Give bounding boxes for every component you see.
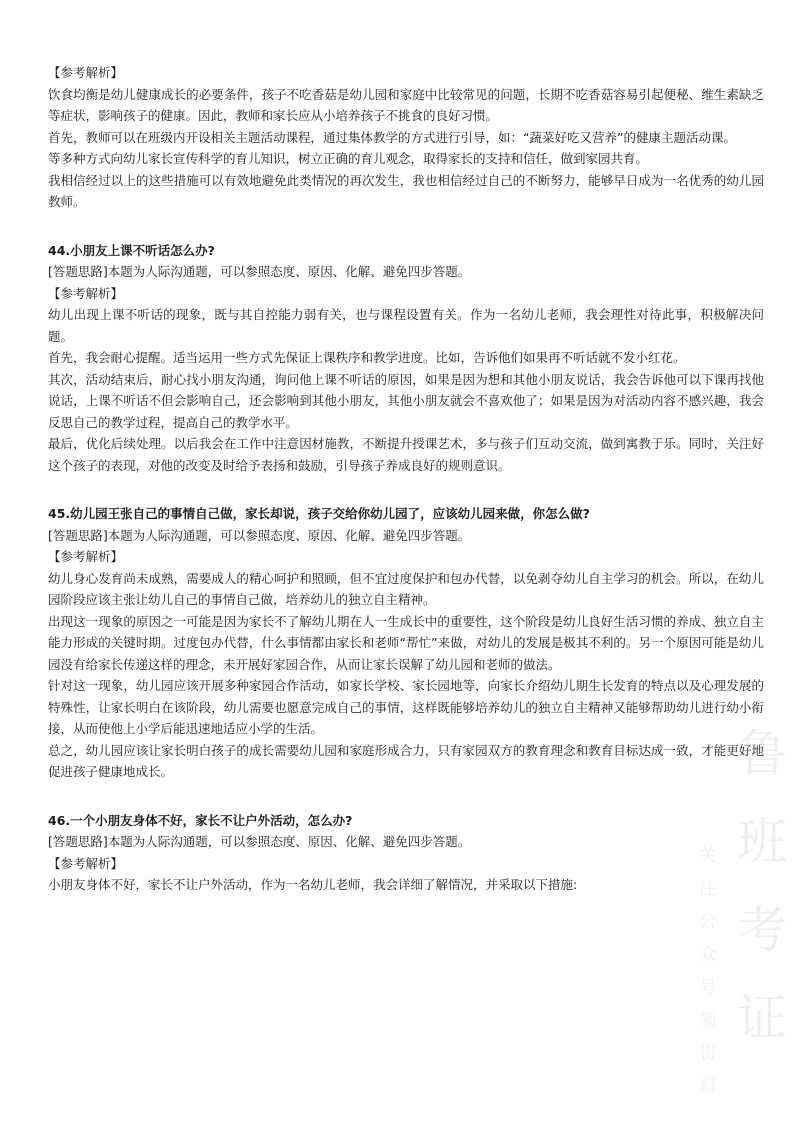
question-title-44: 44.小朋友上课不听话怎么办?: [48, 242, 215, 258]
watermark-char: 考: [737, 901, 787, 959]
watermark-char: 资: [699, 1044, 717, 1064]
answer-hint: [答题思路]本题为人际沟通题，可以参照态度、原因、化解、避免四步答题。: [48, 527, 471, 543]
watermark-large: [732, 710, 792, 1062]
paragraph: 幼儿身心发育尚未成熟，需要成人的精心呵护和照顾，但不宜过度保护和包办代替，以免剥夺幼儿自主学习的机会。所以，在幼儿园阶段应该主张让幼儿自己的事情自己做，培养幼儿的独立自主精神。: [48, 570, 764, 607]
paragraph: 其次，活动结束后，耐心找小朋友沟通，询问他上课不听话的原因，如果是因为想和其他小朋友说话，我会告诉他可以下课再找他说话，上课不听话不但会影响自己，还会影响到其他小朋友，其他小朋友就会不喜欢他了；如果是因为对活动内容不感兴趣，我会反思自己的教学过程，提高自己的教学水平。: [48, 371, 764, 430]
watermark-char: 众: [699, 945, 717, 965]
paragraph: 幼儿出现上课不听话的现象，既与其自控能力弱有关，也与课程设置有关。作为一名幼儿老师，我会理性对待此事，积极解决问题。: [48, 307, 764, 344]
paragraph: 等多种方式向幼儿家长宣传科学的育儿知识，树立正确的育儿观念，取得家长的支持和信任，做到家园共育。: [48, 151, 649, 166]
paragraph: 总之，幼儿园应该让家长明白孩子的成长需要幼儿园和家庭形成合力，只有家园双方的教育理念和教育目标达成一致，才能更好地促进孩子健康地成长。: [48, 742, 764, 779]
paragraph: 最后，优化后续处理。以后我会在工作中注意因材施教，不断提升授课艺术，多与孩子们互动交流，做到寓教于乐。同时，关注好这个孩子的表现，对他的改变及时给予表扬和鼓励，引导孩子养成良好的规则意识。: [48, 436, 764, 473]
paragraph: 小朋友身体不好，家长不让户外活动，作为一名幼儿老师，我会详细了解情况，并采取以下措施:: [48, 877, 578, 892]
watermark-char: 证: [737, 989, 787, 1047]
watermark-small: [698, 840, 718, 1104]
watermark-char: 关: [699, 846, 717, 866]
answer-hint: [答题思路]本题为人际沟通题，可以参照态度、原因、化解、避免四步答题。: [48, 264, 471, 279]
answer-hint: [答题思路]本题为人际沟通题，可以参照态度、原因、化解、避免四步答题。: [48, 834, 471, 849]
watermark-char: 领: [699, 1011, 717, 1031]
paragraph: 出现这一现象的原因之一可能是因为家长不了解幼儿期在人一生成长中的重要性，这个阶段是幼儿良好生活习惯的养成、独立自主能力形成的关键时期。过度包办代替，什么事情都由家长和老师“帮忙”来做，对幼儿的发展是极其不利的。另一个原因可能是幼儿园没有给家长传递这样的理念，未开展好家园合作，从而让家长误解了幼儿园和老师的做法。: [48, 613, 764, 672]
document-page: [48, 62, 764, 896]
watermark-char: 号: [699, 978, 717, 998]
analysis-label: 【参考解析】: [48, 65, 124, 80]
paragraph: 首先，教师可以在班级内开设相关主题活动课程，通过集体教学的方式进行引导，如：“蔬菜好吃又营养”的健康主题活动课。: [48, 129, 736, 145]
watermark-char: 鲁: [737, 725, 787, 783]
watermark-char: 注: [699, 879, 717, 899]
watermark-char: 料: [699, 1077, 717, 1097]
question-title-45: 45.幼儿园王张自己的事情自己做，家长却说，孩子交给你幼儿园了，应该幼儿园来做，你怎么做?: [48, 506, 590, 521]
paragraph: 我相信经过以上的这些措施可以有效地避免此类情况的再次发生，我也相信经过自己的不断努力，能够早日成为一名优秀的幼儿园教师。: [48, 172, 764, 209]
watermark-char: 班: [737, 813, 787, 871]
analysis-label: 【参考解析】: [48, 285, 124, 301]
paragraph: 饮食均衡是幼儿健康成长的必要条件，孩子不吃香菇是幼儿园和家庭中比较常见的问题，长期不吃香菇容易引起便秘、维生素缺乏等症状，影响孩子的健康。因此，教师和家长应从小培养孩子不挑食的良好习惯。: [48, 86, 764, 123]
analysis-label: 【参考解析】: [48, 855, 124, 871]
question-title-46: 46.一个小朋友身体不好，家长不让户外活动，怎么办?: [48, 812, 353, 828]
watermark-char: 公: [699, 912, 717, 932]
analysis-label: 【参考解析】: [48, 549, 124, 564]
paragraph: 首先，我会耐心提醒。适当运用一些方式先保证上课秩序和教学进度。比如，告诉他们如果再不听话就不发小红花。: [48, 350, 686, 365]
paragraph: 针对这一现象，幼儿园应该开展多种家园合作活动，如家长学校、家长园地等，向家长介绍幼儿期生长发育的特点以及心理发展的特殊性，让家长明白在该阶段，幼儿需要也愿意完成自己的事情，这样既能够培养幼儿的独立自主精神又能够帮助幼儿进行幼小衔接，从而使他上小学后能迅速地适应小学的生活。: [48, 678, 764, 736]
